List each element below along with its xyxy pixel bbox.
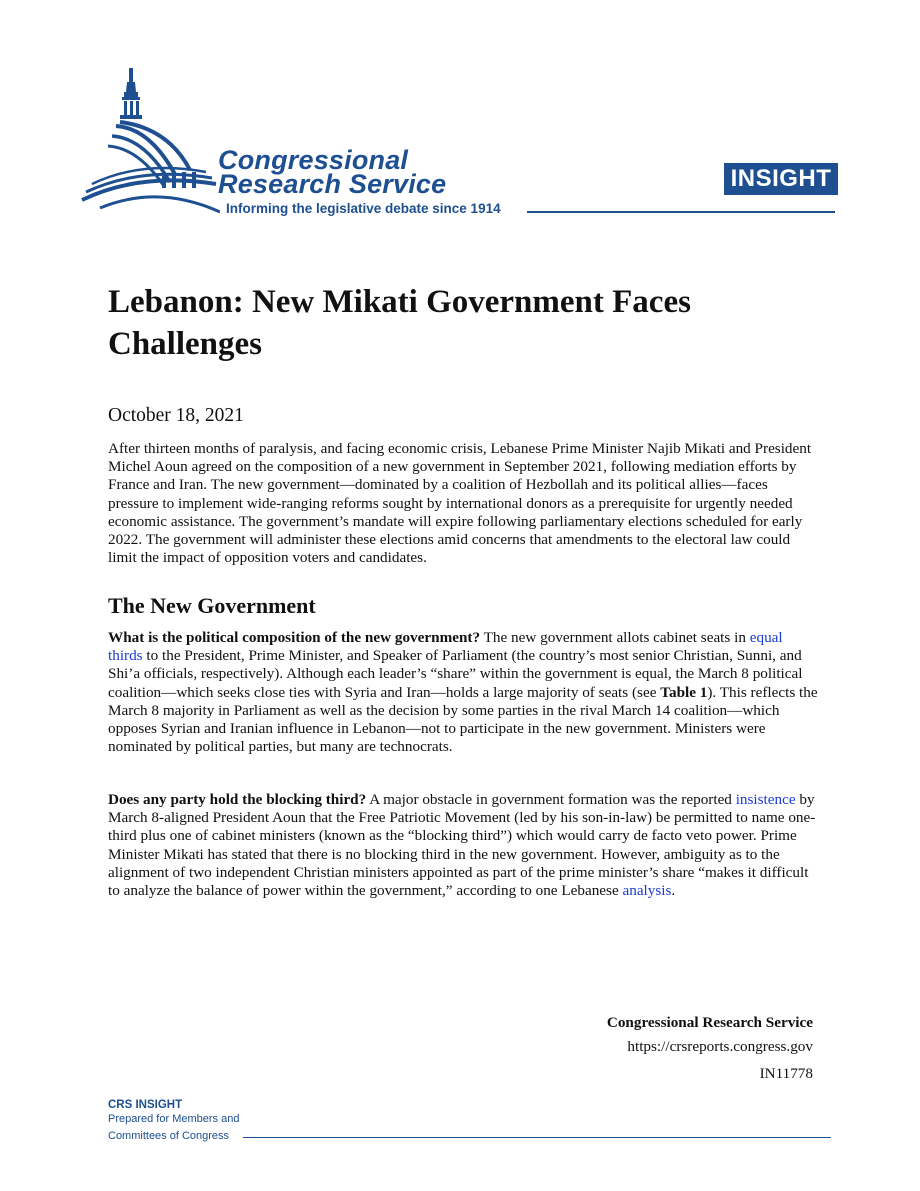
crs-insight-label: CRS INSIGHT	[108, 1099, 183, 1111]
org-tagline: Informing the legislative debate since 1914	[226, 201, 501, 216]
crs-capitol-dome-logo	[80, 66, 220, 216]
footer-url: https://crsreports.congress.gov	[627, 1038, 813, 1055]
question-blocking-third: Does any party hold the blocking third?	[108, 791, 367, 808]
page-title: Lebanon: New Mikati Government Faces Challenges	[108, 284, 691, 362]
footer-org-name: Congressional Research Service	[606, 1014, 813, 1031]
prepared-for-line2: Committees of Congress	[108, 1130, 230, 1142]
question-composition: What is the political composition of the new government?	[108, 629, 481, 646]
paragraph-text: ). This reflects the March 8 majority in Parliament as well as the decision by some parties in the rival March 14 coalition—which opposes Syrian and Iranian influence in Lebanon—not to participate in the new government. Ministers were nominated by political parties, but many are technocrats.	[108, 683, 818, 756]
paragraph-blocking-third	[108, 791, 820, 900]
link-equal-thirds[interactable]: equal thirds	[108, 629, 783, 665]
paragraph-text: by March 8-aligned President Aoun that the Free Patriotic Movement (led by his son-in-law) be permitted to name one-third plus one of cabinet ministers (known as the “blocking third”) which would carry de facto veto power. Prime Minister Mikati has stated that there is no blocking third in the new government. However, ambiguity as to the alignment of two independent Christian ministers appointed as part of the prime minister’s share “makes it difficult to analyze the balance of power within the government,” according to one Lebanese	[108, 791, 816, 900]
header-rule	[527, 211, 835, 213]
org-name-line1: Congressional	[218, 145, 409, 175]
paragraph-text: The new government allots cabinet seats in	[480, 629, 750, 646]
table-reference: Table 1	[660, 683, 708, 701]
paragraph-text: A major obstacle in government formation was the reported	[366, 791, 736, 808]
paragraph-text: .	[671, 882, 676, 900]
paragraph-composition	[108, 629, 820, 756]
publication-date: October 18, 2021	[108, 405, 244, 426]
link-analysis[interactable]: analysis	[622, 882, 672, 900]
intro-paragraph: After thirteen months of paralysis, and facing economic crisis, Lebanese Prime Minister Najib Mikati and President Michel Aoun agreed on the composition of a new government in September 2021, following mediation efforts by France and Iran. The new government—dominated by a coalition of Hezbollah and its political allies—faces pressure to implement wide-ranging reforms sought by international donors as a prerequisite for urgently needed economic assistance. The government’s mandate will expire following parliamentary elections scheduled for early 2022. The government will administer these elections amid concerns that amendments to the electoral law could limit the impact of opposition voters and candidates.	[108, 440, 812, 567]
link-insistence[interactable]: insistence	[735, 791, 796, 808]
org-name-line2: Research Service	[218, 169, 447, 199]
report-id: IN11778	[759, 1065, 813, 1082]
footer-rule	[243, 1137, 831, 1138]
paragraph-text: to the President, Prime Minister, and Speaker of Parliament (the country’s most senior Christian, Sunni, and Shi’a officials, respectively). Although each leader’s “share” within the government is equal, the March 8 political coalition—which seeks close ties with Syria and Iran—holds a large majority of seats (see	[108, 647, 803, 701]
insight-badge: INSIGHT	[724, 163, 838, 195]
prepared-for-line1: Prepared for Members and	[108, 1113, 240, 1125]
section-heading: The New Government	[108, 593, 316, 618]
